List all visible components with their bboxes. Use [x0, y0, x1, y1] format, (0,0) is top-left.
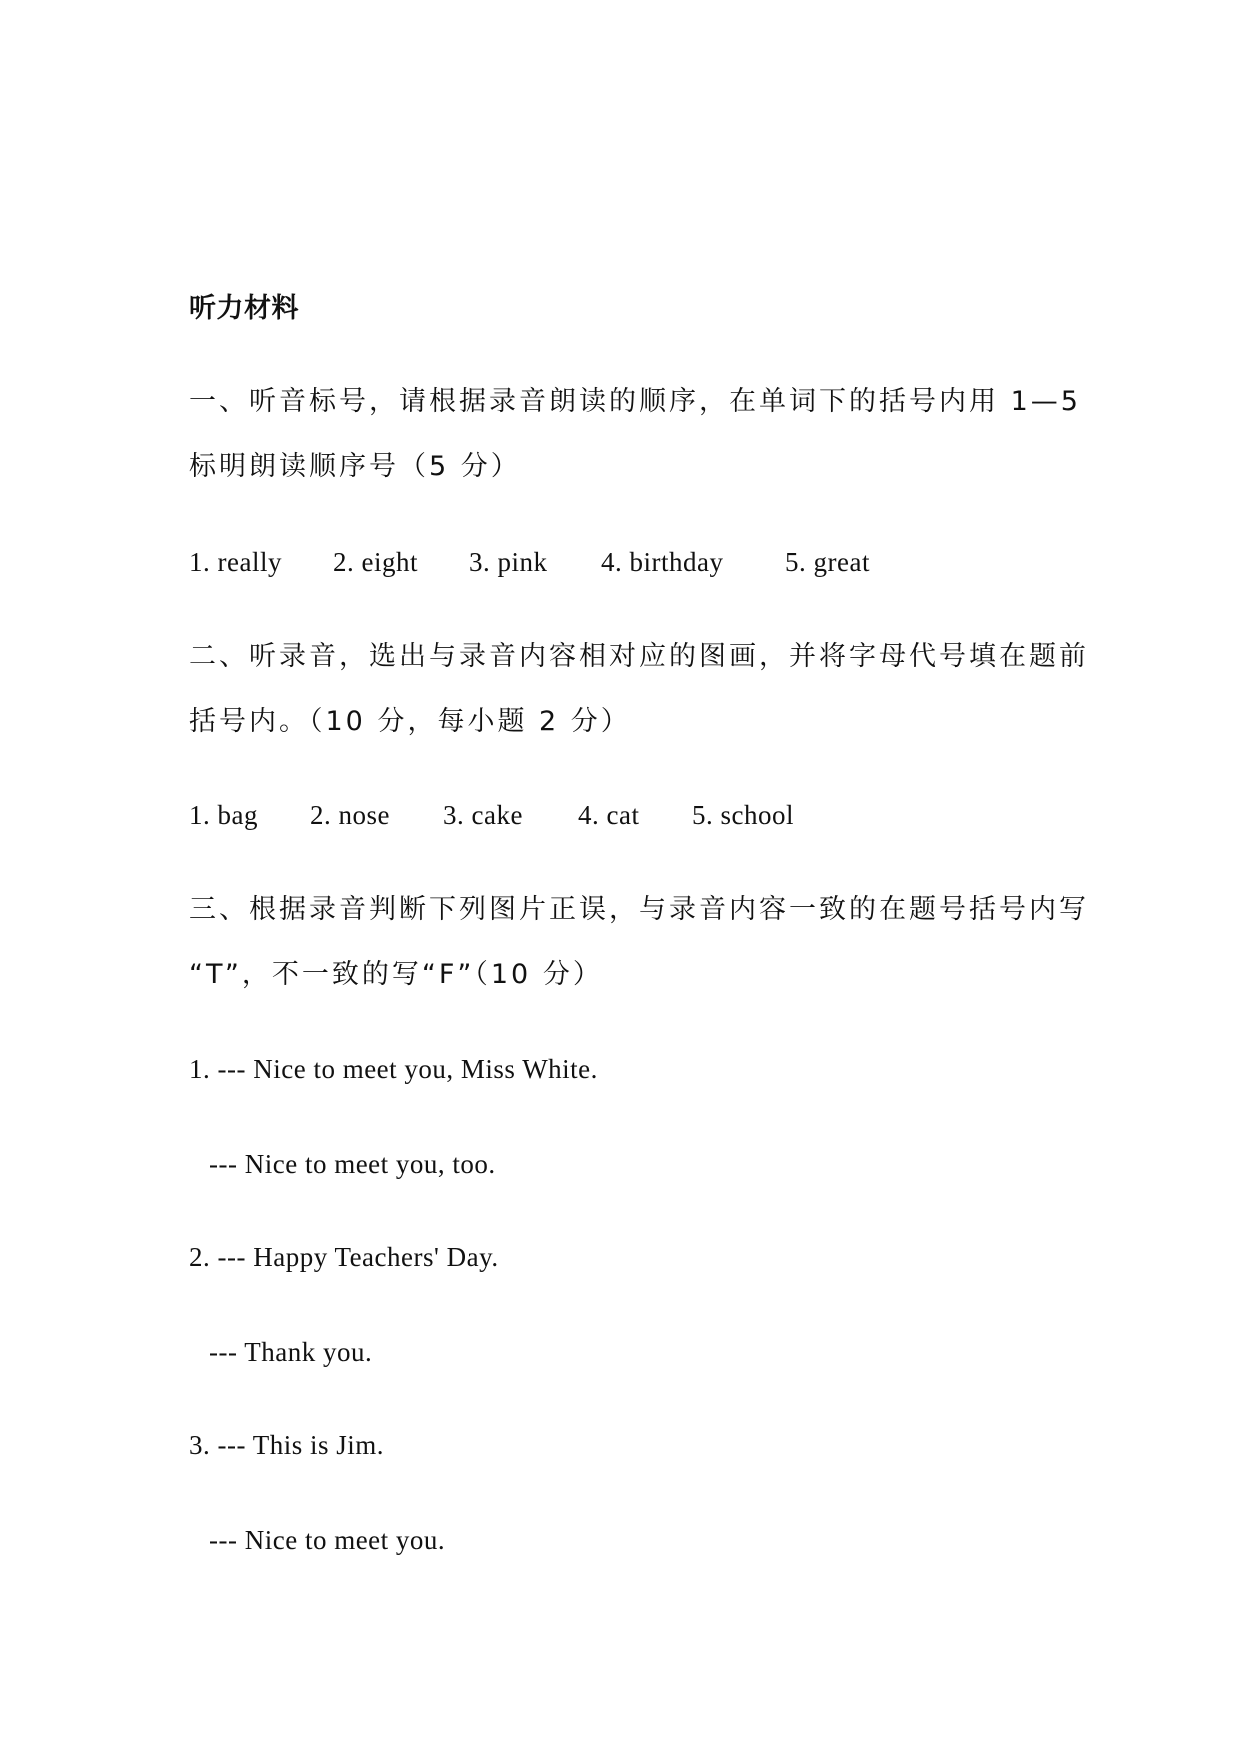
- word-item: 4. birthday: [601, 547, 724, 577]
- word-item: 2. nose: [310, 800, 390, 830]
- word-item: 1. bag: [189, 800, 258, 830]
- dialogue-answer: --- Nice to meet you, too.: [209, 1149, 496, 1179]
- word-item: 3. cake: [443, 800, 523, 830]
- dialogue-question: 1. --- Nice to meet you, Miss White.: [189, 1054, 598, 1084]
- word-item: 3. pink: [469, 547, 548, 577]
- section3-heading-line2: “T”，不一致的写“F”（10 分）: [189, 959, 603, 990]
- word-item: 2. eight: [333, 547, 418, 577]
- section2-heading-line1: 二、听录音，选出与录音内容相对应的图画，并将字母代号填在题前: [189, 641, 1089, 672]
- dialogue-question: 2. --- Happy Teachers' Day.: [189, 1242, 499, 1272]
- section2-heading-line2: 括号内。（10 分，每小题 2 分）: [189, 706, 631, 737]
- document-title: 听力材料: [189, 293, 299, 324]
- word-item: 5. great: [785, 547, 870, 577]
- word-item: 4. cat: [578, 800, 640, 830]
- dialogue-answer: --- Thank you.: [209, 1337, 373, 1367]
- word-item: 5. school: [692, 800, 794, 830]
- section1-heading-line2: 标明朗读顺序号（5 分）: [189, 451, 521, 482]
- section3-heading-line1: 三、根据录音判断下列图片正误，与录音内容一致的在题号括号内写: [189, 894, 1089, 925]
- dialogue-question: 3. --- This is Jim.: [189, 1430, 385, 1460]
- section1-heading-line1: 一、听音标号，请根据录音朗读的顺序，在单词下的括号内用 1—5: [189, 386, 1081, 417]
- word-item: 1. really: [189, 547, 282, 577]
- dialogue-answer: --- Nice to meet you.: [209, 1525, 446, 1555]
